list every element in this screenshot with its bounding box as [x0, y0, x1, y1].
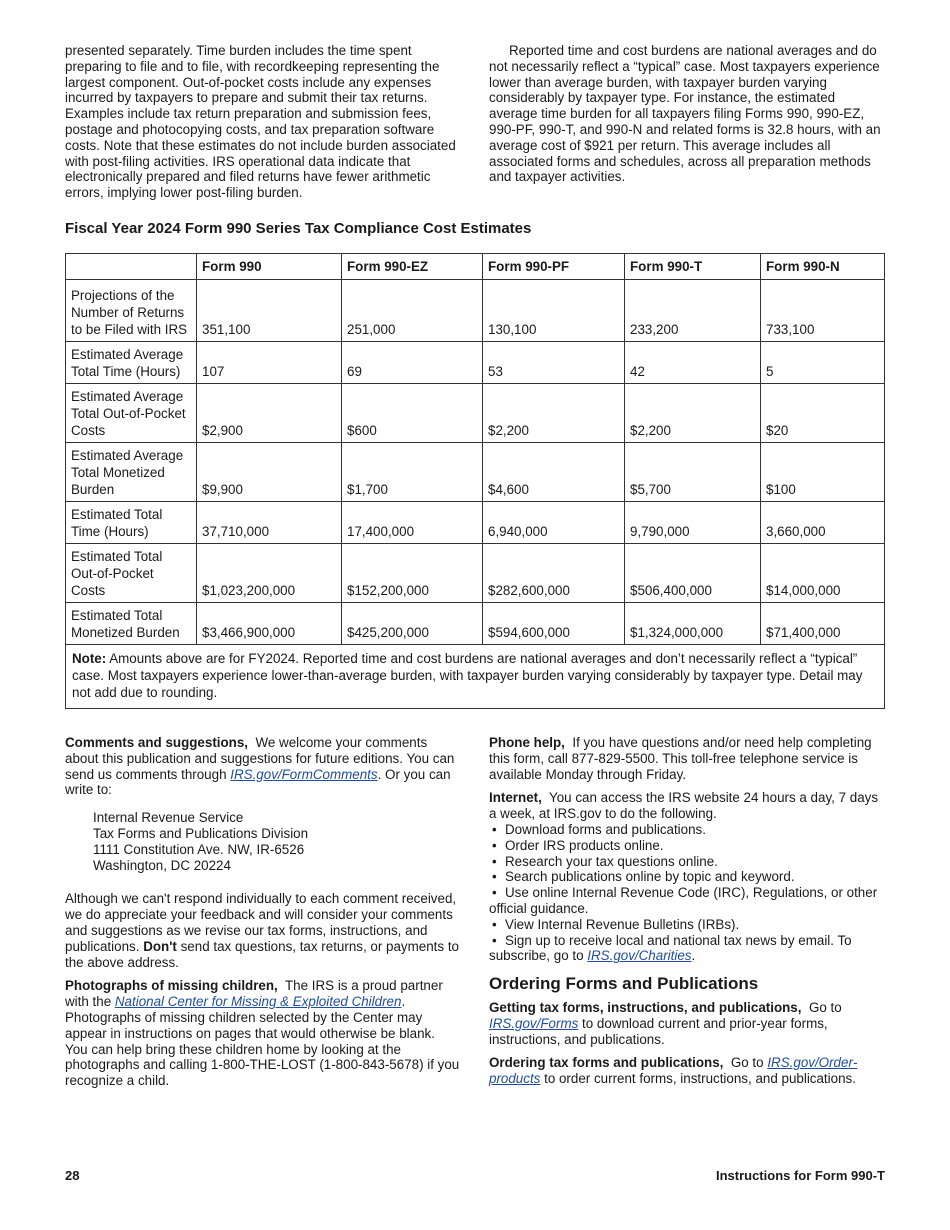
- table-header-row: [66, 254, 885, 280]
- phone-text: If you have questions and/or need help completing this form, call 877-829-5500. This toll-free telephone service is available Monday through Friday.: [489, 735, 872, 782]
- bottom-right-column: [489, 735, 887, 1095]
- row-label: Estimated Total Monetized Burden: [66, 603, 197, 645]
- table-cell: 69: [342, 342, 483, 384]
- table-row: [66, 384, 885, 443]
- table-note: [66, 645, 885, 709]
- order-text: Go to: [730, 1055, 764, 1071]
- table-cell: $1,023,200,000: [197, 544, 342, 603]
- ncmec-link[interactable]: National Center for Missing & Exploited Children: [114, 994, 402, 1010]
- closing-bold: Don't: [143, 938, 177, 954]
- row-label: Estimated Total Out-of-Pocket Costs: [66, 544, 197, 603]
- table-cell: $3,466,900,000: [197, 603, 342, 645]
- table-cell: 6,940,000: [483, 502, 625, 544]
- table-cell: $4,600: [483, 443, 625, 502]
- list-item: • Order IRS products online.: [489, 838, 887, 854]
- table-row: [66, 342, 885, 384]
- table-cell: $2,200: [483, 384, 625, 443]
- table-note-row: [66, 645, 885, 709]
- table-cell: 9,790,000: [625, 502, 761, 544]
- phone-heading: Phone help,: [489, 735, 565, 750]
- table-cell: $425,200,000: [342, 603, 483, 645]
- table-cell: 37,710,000: [197, 502, 342, 544]
- table-header-cell: Form 990-EZ: [342, 254, 483, 280]
- table-cell: $594,600,000: [483, 603, 625, 645]
- address-line: Tax Forms and Publications Division: [93, 825, 309, 841]
- comments-section: [65, 735, 460, 798]
- table-cell: $506,400,000: [625, 544, 761, 603]
- internet-list: [489, 822, 887, 964]
- charities-link[interactable]: IRS.gov/Charities: [587, 948, 692, 964]
- burden-paragraph: presented separately. Time burden includes the time spent preparing to file and to file, with recordkeeping representing the largest component. Out-of-pocket costs include any expenses incurred by taxpayers to prepare and submit their tax returns. Examples include tax return preparation and submission fees, postage and photocopying costs, and tax preparation software costs. Note that these estimates do not include burden associated with post-filing activities. IRS operational data indicate that electronically prepared and filed returns have fewer arithmetic errors, implying lower post-filing burden.: [65, 43, 456, 201]
- list-item: • Download forms and publications.: [489, 822, 887, 838]
- photos-heading: Photographs of missing children,: [65, 978, 278, 994]
- table-cell: $20: [761, 384, 885, 443]
- table-cell: $5,700: [625, 443, 761, 502]
- closing-text-end: send tax questions, tax returns, or payments to the above address.: [65, 938, 459, 970]
- top-left-column: [65, 43, 458, 201]
- table-cell: 42: [625, 342, 761, 384]
- table-cell: $152,200,000: [342, 544, 483, 603]
- table-cell: $9,900: [197, 443, 342, 502]
- table-cell: $2,200: [625, 384, 761, 443]
- row-label: Estimated Total Time (Hours): [66, 502, 197, 544]
- table-cell: $1,700: [342, 443, 483, 502]
- table-cell: $14,000,000: [761, 544, 885, 603]
- table-cell: $100: [761, 443, 885, 502]
- order-heading: Ordering tax forms and publications,: [489, 1055, 724, 1071]
- phone-help-section: [489, 735, 887, 782]
- averages-paragraph: Reported time and cost burdens are national averages and do not necessarily reflect a “typical” case. Most taxpayers experience lower than average burden, with taxpayer burden varying considerably by taxpayer type. For instance, the estimated average time burden for all taxpayers filing Forms 990, 990-EZ, 990-PF, 990-T, and 990-N and related forms is 32.8 hours, with an average cost of $921 per return. This average includes all associated forms and schedules, across all preparation methods and taxpayer activities.: [489, 43, 881, 185]
- ordering-forms-section: [489, 1055, 887, 1087]
- row-label: Estimated Average Total Monetized Burden: [66, 443, 197, 502]
- comments-heading: Comments and suggestions,: [65, 735, 249, 750]
- address-line: Internal Revenue Service: [93, 810, 244, 826]
- row-label: Projections of the Number of Returns to be Filed with IRS: [66, 280, 197, 342]
- address-line: 1111 Constitution Ave. NW, IR-6526: [93, 841, 305, 857]
- internet-intro: [489, 790, 887, 822]
- table-cell: 3,660,000: [761, 502, 885, 544]
- table-row: [66, 280, 885, 342]
- mailing-address: [93, 810, 460, 873]
- getting-text: Go to: [808, 999, 842, 1015]
- internet-heading: Internet,: [489, 790, 542, 806]
- note-label: Note:: [72, 651, 107, 666]
- list-item: • View Internal Revenue Bulletins (IRBs).: [489, 917, 887, 933]
- table-cell: 351,100: [197, 280, 342, 342]
- subscribe-text-end: .: [691, 948, 696, 964]
- table-cell: 53: [483, 342, 625, 384]
- address-line: Washington, DC 20224: [93, 857, 231, 873]
- subscribe-text: Sign up to receive local and national tax news by email. To subscribe, go to: [489, 932, 852, 964]
- internet-text: You can access the IRS website 24 hours a day, 7 days a week, at IRS.gov to do the following.: [489, 790, 879, 822]
- table-row: [66, 603, 885, 645]
- forms-link[interactable]: IRS.gov/Forms: [489, 1015, 579, 1031]
- table-cell: 733,100: [761, 280, 885, 342]
- top-right-column: [489, 43, 885, 185]
- page-number: 28: [65, 1168, 80, 1183]
- order-text-end: to order current forms, instructions, and publications.: [544, 1071, 856, 1087]
- comments-text-end: . Or you can write to:: [65, 766, 451, 798]
- table-row: [66, 502, 885, 544]
- table-header-cell: Form 990-T: [625, 254, 761, 280]
- getting-heading: Getting tax forms, instructions, and publications,: [489, 999, 802, 1015]
- table-cell: $2,900: [197, 384, 342, 443]
- table-cell: 233,200: [625, 280, 761, 342]
- getting-forms-section: [489, 1000, 887, 1047]
- compliance-cost-table: [65, 253, 885, 709]
- table-cell: 5: [761, 342, 885, 384]
- bottom-left-column: [65, 735, 460, 1097]
- list-item: • Use online Internal Revenue Code (IRC), Regulations, or other official guidance.: [489, 885, 887, 917]
- comments-closing: [65, 891, 460, 970]
- table-header-cell: Form 990-PF: [483, 254, 625, 280]
- photos-text-end: . Photographs of missing children selected by the Center may appear in instructions on pages that would otherwise be blank. You can help bring these children home by looking at the photographs and calling 1-800-THE-LOST (1-800-843-5678) if you recognize a child.: [65, 994, 460, 1089]
- form-comments-link[interactable]: IRS.gov/FormComments: [230, 766, 378, 782]
- table-header-cell: Form 990: [197, 254, 342, 280]
- comments-text: We welcome your comments about this publication and suggestions for future editions. You can send us comments through: [65, 735, 455, 782]
- table-cell: 107: [197, 342, 342, 384]
- note-text: Amounts above are for FY2024. Reported time and cost burdens are national averages and don’t necessarily reflect a “typical” case. Most taxpayers experience lower-than-average burden, with taxpayer burden varying considerably by taxpayer type. Detail may not add due to rounding.: [72, 651, 863, 700]
- table-header-cell: Form 990-N: [761, 254, 885, 280]
- table-row: [66, 544, 885, 603]
- table-cell: $282,600,000: [483, 544, 625, 603]
- closing-text: Although we can't respond individually to each comment received, we do appreciate your feedback and will consider your comments and suggestions as we revise our tax forms, instructions, and publications.: [65, 891, 457, 954]
- list-item: • Search publications online by topic and keyword.: [489, 869, 887, 885]
- table-cell: 17,400,000: [342, 502, 483, 544]
- table-cell: $600: [342, 384, 483, 443]
- list-item: • Research your tax questions online.: [489, 854, 887, 870]
- getting-text-end: to download current and prior-year forms, instructions, and publications.: [489, 1015, 828, 1047]
- table-cell: 251,000: [342, 280, 483, 342]
- photographs-section: [65, 978, 460, 1089]
- table-cell: $1,324,000,000: [625, 603, 761, 645]
- footer-document-title: Instructions for Form 990-T: [715, 1168, 885, 1183]
- table-title: Fiscal Year 2024 Form 990 Series Tax Compliance Cost Estimates: [65, 220, 532, 237]
- order-products-link[interactable]: IRS.gov/Orderproducts: [489, 1055, 858, 1087]
- ordering-title: Ordering Forms and Publications: [489, 974, 759, 994]
- internet-section: [489, 790, 887, 964]
- table-row: [66, 443, 885, 502]
- table-cell: $71,400,000: [761, 603, 885, 645]
- list-item: [489, 933, 887, 965]
- table-header-cell: [66, 254, 197, 280]
- row-label: Estimated Average Total Time (Hours): [66, 342, 197, 384]
- row-label: Estimated Average Total Out-of-Pocket Costs: [66, 384, 197, 443]
- table-cell: 130,100: [483, 280, 625, 342]
- photos-text: The IRS is a proud partner with the: [65, 978, 443, 1010]
